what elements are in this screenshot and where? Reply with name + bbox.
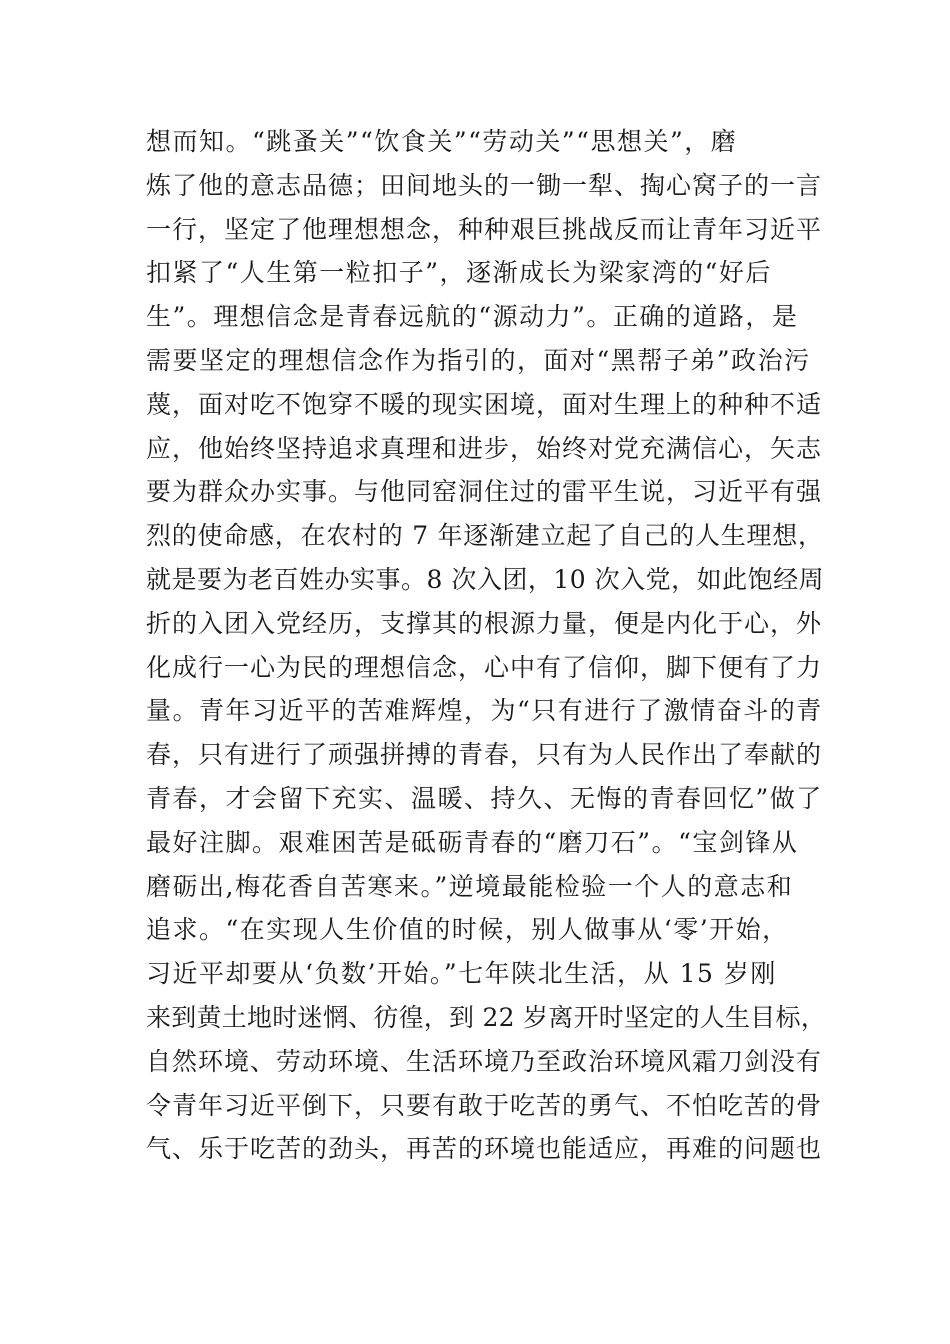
text-line: 折的入团入党经历，支撑其的根源力量，便是内化于心，外 [146, 608, 823, 638]
text-line: 要为群众办实事。与他同窑洞住过的雷平生说，习近平有强 [146, 477, 823, 507]
text-line: 应，他始终坚持追求真理和进步，始终对党充满信心，矢志 [146, 433, 823, 463]
text-line: 春，只有进行了顽强拼搏的青春，只有为人民作出了奉献的 [146, 740, 823, 770]
text-line: 自然环境、劳动环境、生活环境乃至政治环境风霜刀剑没有 [146, 1046, 823, 1076]
text-line: 生”。理想信念是青春远航的“源动力”。正确的道路，是 [146, 302, 799, 332]
text-line: 习近平却要从‘负数’开始。”七年陕北生活，从 15 岁刚 [146, 959, 777, 989]
text-line: 化成行一心为民的理想信念，心中有了信仰，脚下便有了力 [146, 652, 823, 682]
text-line: 令青年习近平倒下，只要有敢于吃苦的勇气、不怕吃苦的骨 [146, 1090, 823, 1120]
text-line: 想而知。“跳蚤关”“饮食关”“劳动关”“思想关”，磨 [146, 127, 738, 156]
text-line: 青春，才会留下充实、温暖、持久、无悔的青春回忆”做了 [146, 783, 823, 813]
text-line: 炼了他的意志品德；田间地头的一锄一犁、掏心窝子的一言 [146, 170, 823, 200]
text-line: 烈的使命感，在农村的 7 年逐渐建立起了自己的人生理想， [146, 521, 824, 551]
body-text [146, 120, 826, 1171]
text-line: 量。青年习近平的苦难辉煌，为“只有进行了激情奋斗的青 [146, 696, 823, 726]
text-line: 需要坚定的理想信念作为指引的，面对“黑帮子弟”政治污 [146, 345, 811, 375]
text-line: 气、乐于吃苦的劲头，再苦的环境也能适应，再难的问题也 [146, 1134, 823, 1164]
text-line: 追求。“在实现人生价值的时候，别人做事从‘零’开始， [146, 915, 789, 945]
text-line: 一行，坚定了他理想想念，种种艰巨挑战反而让青年习近平 [146, 214, 823, 244]
text-line: 来到黄土地时迷惘、彷徨，到 22 岁离开时坚定的人生目标， [146, 1002, 826, 1032]
text-line: 扣紧了“人生第一粒扣子”，逐渐成长为梁家湾的“好后 [146, 258, 772, 288]
text-line: 最好注脚。艰难困苦是砥砺青春的“磨刀石”。“宝剑锋从 [146, 827, 799, 857]
text-line: 就是要为老百姓办实事。8 次入团，10 次入党，如此饱经周 [146, 564, 825, 594]
text-line: 磨砺出,梅花香自苦寒来。”逆境最能检验一个人的意志和 [146, 871, 794, 901]
text-line: 蔑，面对吃不饱穿不暖的现实困境，面对生理上的种种不适 [146, 389, 823, 419]
